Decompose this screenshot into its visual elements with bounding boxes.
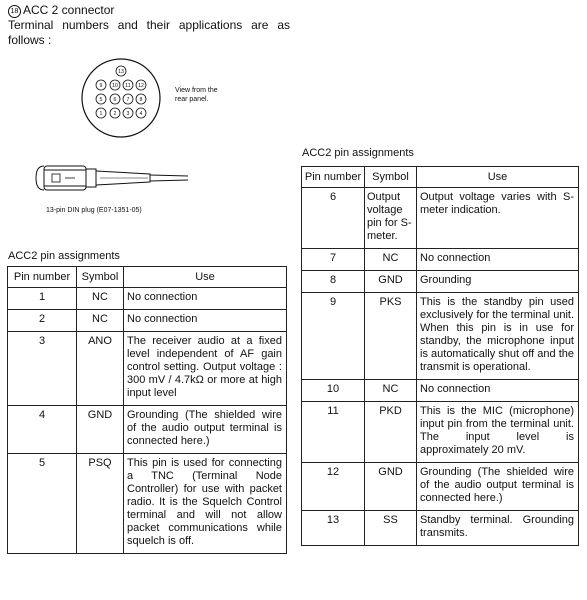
column-header-use: Use xyxy=(124,267,287,288)
use-cell: This pin is used for connecting a TNC (Terminal Node Controller) for use with packet radio. It is the Squelch Control terminal and will not allow packet communications while squelch is off. xyxy=(124,454,287,554)
column-header-pin-number: Pin number xyxy=(302,167,365,188)
connector-pin-5 xyxy=(96,94,106,104)
symbol-cell: NC xyxy=(77,288,124,310)
table-row xyxy=(8,332,287,406)
pin-number-cell: 10 xyxy=(302,380,365,402)
table-header-row xyxy=(8,267,287,288)
table-row xyxy=(302,463,579,511)
pin-number-cell: 2 xyxy=(8,310,77,332)
table-row xyxy=(302,249,579,271)
connector-pin-7 xyxy=(123,94,133,104)
connector-pin-2 xyxy=(110,108,120,118)
symbol-cell: NC xyxy=(365,380,417,402)
pin-number-cell: 12 xyxy=(302,463,365,511)
connector-pin-label: 2 xyxy=(113,110,117,117)
section-number: 18 xyxy=(8,5,21,18)
table-row xyxy=(302,380,579,402)
connector-pin-9 xyxy=(96,80,106,90)
intro-line-1: Terminal numbers and their applications are as xyxy=(8,18,290,32)
section-heading xyxy=(8,4,114,18)
connector-pin-label: 6 xyxy=(113,96,117,103)
use-cell: Standby terminal. Grounding transmits. xyxy=(417,511,579,546)
connector-pin-6 xyxy=(110,94,120,104)
column-header-use: Use xyxy=(417,167,579,188)
din-plug-drawing xyxy=(30,158,190,198)
table-row xyxy=(8,288,287,310)
column-header-symbol: Symbol xyxy=(365,167,417,188)
use-cell: Grounding (The shielded wire of the audio output terminal is connected here.) xyxy=(417,463,579,511)
symbol-cell: PKS xyxy=(365,293,417,380)
table-row xyxy=(302,293,579,380)
view-label-line-2: rear panel. xyxy=(175,96,209,103)
pin-number-cell: 7 xyxy=(302,249,365,271)
table-row xyxy=(8,406,287,454)
pin-number-cell: 5 xyxy=(8,454,77,554)
use-cell: No connection xyxy=(417,249,579,271)
connector-pin-label: 12 xyxy=(138,82,144,89)
connector-pin-13 xyxy=(116,66,126,76)
symbol-cell: NC xyxy=(77,310,124,332)
pin-number-cell: 9 xyxy=(302,293,365,380)
right-table-title: ACC2 pin assignments xyxy=(302,147,414,159)
plug-caption: 13-pin DIN plug (E07-1351-05) xyxy=(46,207,142,214)
table-row xyxy=(302,511,579,546)
table-row xyxy=(302,188,579,249)
connector-pin-11 xyxy=(123,80,133,90)
pin-assignment-table-right xyxy=(301,166,579,546)
view-label-line-1: View from the xyxy=(175,87,218,94)
section-title: ACC 2 connector xyxy=(23,3,115,17)
connector-pin-8 xyxy=(136,94,146,104)
connector-pin-3 xyxy=(123,108,133,118)
pin-number-cell: 11 xyxy=(302,402,365,463)
symbol-cell: GND xyxy=(77,406,124,454)
table-header-row xyxy=(302,167,579,188)
left-table-title: ACC2 pin assignments xyxy=(8,250,120,262)
column-header-symbol: Symbol xyxy=(77,267,124,288)
connector-pin-label: 7 xyxy=(126,96,130,103)
symbol-cell: PSQ xyxy=(77,454,124,554)
connector-pin-label: 13 xyxy=(118,68,124,75)
table-row xyxy=(8,310,287,332)
use-cell: No connection xyxy=(124,310,287,332)
table-row xyxy=(8,454,287,554)
symbol-cell: PKD xyxy=(365,402,417,463)
use-cell: Output voltage varies with S-meter indication. xyxy=(417,188,579,249)
connector-pin-label: 8 xyxy=(139,96,143,103)
column-header-pin-number: Pin number xyxy=(8,267,77,288)
pin-number-cell: 4 xyxy=(8,406,77,454)
connector-pin-label: 10 xyxy=(112,82,118,89)
use-cell: No connection xyxy=(417,380,579,402)
symbol-cell: SS xyxy=(365,511,417,546)
use-cell: No connection xyxy=(124,288,287,310)
connector-pin-label: 5 xyxy=(99,96,103,103)
table-row xyxy=(302,402,579,463)
pin-number-cell: 1 xyxy=(8,288,77,310)
connector-pin-label: 3 xyxy=(126,110,130,117)
connector-pin-1 xyxy=(96,108,106,118)
connector-pin-label: 1 xyxy=(99,110,103,117)
connector-pin-label: 4 xyxy=(139,110,143,117)
use-cell: Grounding xyxy=(417,271,579,293)
view-label xyxy=(175,86,218,104)
use-cell: This is the standby pin used exclusively for the terminal unit. When this pin is in use for standby, the microphone input is automatically shut off and the transmit is operational. xyxy=(417,293,579,380)
use-cell: Grounding (The shielded wire of the audio output terminal is connected here.) xyxy=(124,406,287,454)
connector-pin-label: 9 xyxy=(99,82,103,89)
connector-pin-4 xyxy=(136,108,146,118)
pin-number-cell: 13 xyxy=(302,511,365,546)
pin-number-cell: 8 xyxy=(302,271,365,293)
pin-assignment-table-left xyxy=(7,266,287,554)
pin-number-cell: 6 xyxy=(302,188,365,249)
connector-pin-12 xyxy=(136,80,146,90)
connector-pin-label: 11 xyxy=(125,82,131,89)
use-cell: The receiver audio at a fixed level independent of AF gain control setting. Output voltage : 300 mV / 4.7kΩ or more at high input level xyxy=(124,332,287,406)
intro-line-2: follows : xyxy=(8,33,52,47)
connector-pin-10 xyxy=(110,80,120,90)
din-connector-diagram xyxy=(80,57,162,139)
intro-text xyxy=(8,18,290,48)
table-row xyxy=(302,271,579,293)
use-cell: This is the MIC (microphone) input pin from the terminal unit. The input level is approximately 20 mV. xyxy=(417,402,579,463)
symbol-cell: GND xyxy=(365,271,417,293)
symbol-cell: Output voltage pin for S-meter. xyxy=(365,188,417,249)
pin-number-cell: 3 xyxy=(8,332,77,406)
symbol-cell: GND xyxy=(365,463,417,511)
symbol-cell: ANO xyxy=(77,332,124,406)
symbol-cell: NC xyxy=(365,249,417,271)
